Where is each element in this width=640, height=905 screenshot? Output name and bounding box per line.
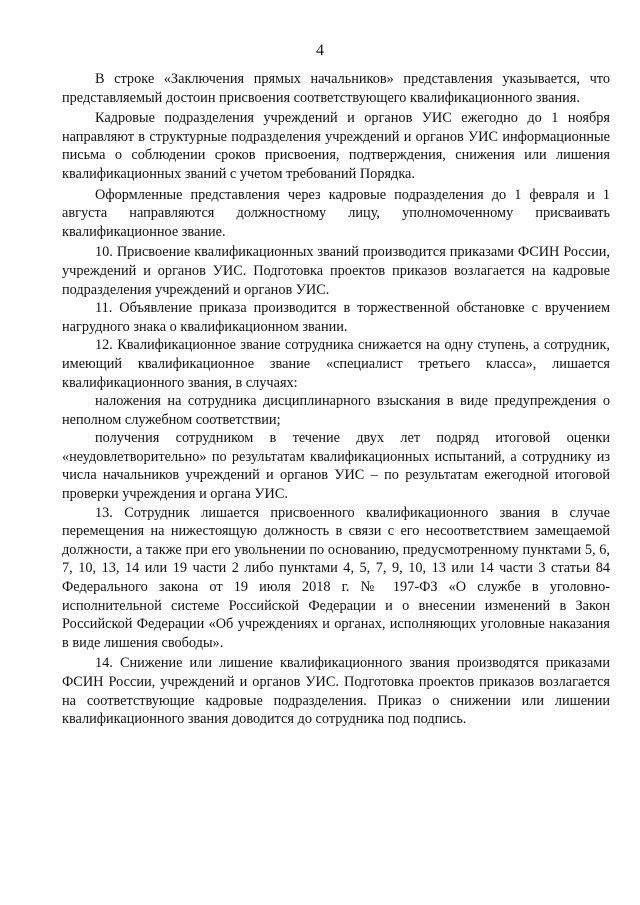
document-body bbox=[62, 70, 610, 729]
paragraph-hr-annual-letters: Кадровые подразделения учреждений и органов УИС ежегодно до 1 ноября направляют в структурные подразделения учреждений и органов УИС информационные письма о соблюдении сроков присвоения, подтверждения, снижения или лишения квалификационных званий с учетом требований Порядка. bbox=[62, 110, 610, 182]
paragraph-item-14: 14. Снижение или лишение квалификационного звания производятся приказами ФСИН России, учреждений и органов УИС. Подготовка проектов приказов возлагается на соответствующие кадровые подразделения. Приказ о снижении или лишении квалификационного звания доводится до сотрудника под подпись. bbox=[62, 655, 610, 728]
paragraph-item-12: 12. Квалификационное звание сотрудника снижается на одну ступень, а сотрудник, имеющий квалификационное звание «специалист третьего класса», лишается квалификационного звания, в случаях: bbox=[62, 337, 610, 391]
paragraph-submission-deadlines: Оформленные представления через кадровые подразделения до 1 февраля и 1 августа направляются должностному лицу, уполномоченному присваивать квалификационное звание. bbox=[62, 186, 610, 240]
paragraph-conclusion-line: В строке «Заключения прямых начальников» представления указывается, что представляемый достоин присвоения соответствующего квалификационного звания. bbox=[62, 71, 610, 106]
paragraph-item-11: 11. Объявление приказа производится в торжественной обстановке с вручением нагрудного знака о квалификационном звании. bbox=[62, 300, 610, 335]
paragraph-item-12-case-1: наложения на сотрудника дисциплинарного взыскания в виде предупреждения о неполном служебном соответствии; bbox=[62, 393, 610, 428]
paragraph-item-13: 13. Сотрудник лишается присвоенного квалификационного звания в случае перемещения на нижестоящую должность в связи с его несоответствием замещаемой должности, а также при его увольнении по основанию, предусмотренному пунктами 5, 6, 7, 10, 13, 14 или 19 части 2 либо пунктами 4, 5, 7, 9, 10, 13 или 14 части 3 статьи 84 Федерального закона от 19 июля 2018 г. № 197-ФЗ «О службе в уголовно-исполнительной системе Российской Федерации и о внесении изменений в Закон Российской Федерации «Об учреждениях и органах, исполняющих уголовные наказания в виде лишения свободы». bbox=[62, 504, 610, 651]
page-number: 4 bbox=[316, 42, 324, 59]
paragraph-item-10: 10. Присвоение квалификационных званий производится приказами ФСИН России, учреждений и органов УИС. Подготовка проектов приказов возлагается на кадровые подразделения учреждений и органов УИС. bbox=[62, 244, 610, 298]
paragraph-item-12-case-2: получения сотрудником в течение двух лет подряд итоговой оценки «неудовлетворительно» по результатам квалификационных испытаний, а сотруднику из числа начальников учреждений и органов УИС – по результатам ежегодной итоговой проверки учреждения и органа УИС. bbox=[62, 430, 610, 503]
